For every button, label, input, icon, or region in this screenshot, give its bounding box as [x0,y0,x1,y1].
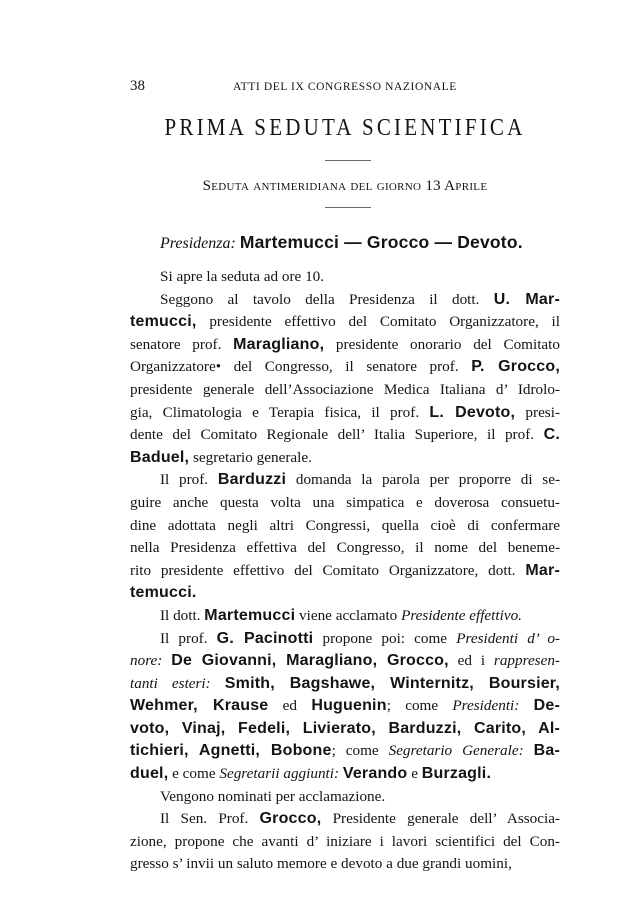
text-run: Il Sen. Prof. [160,810,260,828]
running-header [130,78,560,95]
italic-text: tanti esteri: [130,674,211,692]
text-run: Il prof. [160,629,217,647]
text-line [130,311,560,334]
text-run: Si apre la seduta ad ore 10. [160,268,325,285]
name-bold: duel, [130,765,169,783]
name-bold: L. Devoto, [429,403,516,421]
text-run: Il prof. [160,471,218,489]
text-line [130,266,560,289]
text-line [130,650,560,673]
name-bold: Maragliano, [233,335,325,353]
presidency-names: Martemucci — Grocco — Devoto. [239,232,523,252]
name-bold: U. Mar- [493,290,560,308]
text-run: e [407,765,422,783]
session-subtitle: Seduta antimeridiana del giorno 13 Aprile [202,178,488,194]
presidency-label: Presidenza: [160,235,236,252]
text-line [130,289,560,312]
text-run [519,697,533,714]
name-bold: Huguenin [311,697,387,715]
text-line [130,447,560,470]
text-line [130,537,560,560]
text-run [162,652,171,669]
text-line [130,605,560,628]
name-bold: Mar- [525,561,560,579]
text-run: presidente onorario del Comitato [324,335,560,353]
text-run: Organizzatore• del Congresso, il senatore prof. [130,358,472,376]
text-run: domanda la parola per proporre di se- [286,471,560,489]
italic-text: Segretarii aggiunti: [219,765,340,783]
name-bold: De Giovanni, Maragliano, Grocco, [171,652,449,670]
text-line [130,424,560,447]
text-line [130,740,560,763]
name-bold: Grocco, [259,810,322,828]
name-bold: Barduzzi [217,471,287,489]
text-line [130,334,560,357]
italic-text: Presidenti d’ o- [456,629,560,647]
text-run: presi- [515,403,560,421]
text-line [130,718,560,741]
text-line [130,673,560,696]
name-bold: voto, Vinaj, Fedeli, Livierato, Barduzzi, Carito, Al- [130,719,560,737]
running-title: ATTI DEL IX CONGRESSO NAZIONALE [233,81,457,93]
text-line [130,402,560,425]
italic-text: rappresen- [493,652,560,670]
name-bold: Martemucci [204,606,296,624]
text-line [130,808,560,831]
text-run: e come [168,765,220,783]
text-run: gresso s’ invii un saluto memore e devoto a due grandi uomini, [130,855,512,873]
text-line [130,515,560,538]
text-line [130,853,560,876]
italic-text: Segretario Generale: [388,742,524,760]
text-run: gia, Climatologia e Terapia fisica, il prof. [130,403,430,421]
text-run: nella Presidenza effettiva del Congresso, il nome del beneme- [130,539,560,557]
text-line [130,582,560,605]
text-line [130,356,560,379]
text-run: segretario generale. [189,448,312,466]
text-line [130,763,560,786]
text-run: senatore prof. [130,335,234,353]
name-bold: De- [533,697,560,715]
text-run: Presidente generale dell’ Associa- [321,810,560,828]
name-bold: Ba- [533,742,561,760]
name-bold: P. Grocco, [471,358,560,376]
text-run: zione, propone che avanti d’ iniziare i lavori scientifici del Con- [130,832,560,850]
text-line [130,628,560,651]
name-bold: temucci, [130,313,197,331]
name-bold: tichieri, Agnetti, Bobone [130,742,332,760]
text-run: Seggono al tavolo della Presidenza il dott. [160,290,494,308]
name-bold: temucci. [130,584,197,602]
name-bold: Wehmer, Krause [130,697,269,715]
text-run: Vengono nominati per acclamazione. [160,787,386,805]
text-run [524,742,534,759]
text-run: presidente effettivo del Comitato Organizzatore, il [196,313,560,331]
text-run: Il dott. [160,606,205,624]
text-run: ; come [331,742,389,760]
text-run: dente del Comitato Regionale dell’ Italia Superiore, il prof. [130,426,544,444]
text-line [130,695,560,718]
text-run: propone poi: come [313,629,457,647]
text-line [130,469,560,492]
text-run: presidente generale dell’Associazione Medica Italiana d’ Idrolo- [130,380,560,398]
name-bold: Burzagli. [421,765,492,783]
name-bold: G. Pacinotti [216,629,314,647]
text-run: viene acclamato [295,606,402,624]
name-bold: Smith, Bagshawe, Winternitz, Boursier, [224,674,560,692]
body-text [130,266,560,876]
text-line [130,786,560,809]
text-run: rito presidente effettivo del Comitato Organizzatore, dott. [130,561,526,579]
text-line [130,560,560,583]
text-run: ; come [386,697,453,715]
section-title: PRIMA SEDUTA SCIENTIFICA [164,113,526,141]
text-run [211,675,225,692]
text-line [130,831,560,854]
text-run: ed i [448,652,494,670]
italic-text: Presidente effettivo. [401,606,522,624]
text-line [130,492,560,515]
name-bold: Verando [342,765,408,783]
name-bold: Baduel, [130,448,190,466]
page-number: 38 [130,78,145,94]
text-run: dine adottata negli altri Congressi, quella cioè di confermare [130,516,560,534]
title-divider-top [325,160,371,161]
text-run: guire anche questa volta una simpatica e doverosa consuetu- [130,493,560,511]
name-bold: C. [543,426,560,444]
title-divider-bottom [325,207,371,208]
italic-text: nore: [130,652,163,670]
text-run: ed [268,697,312,715]
presidency-line [160,232,560,253]
text-line [130,379,560,402]
italic-text: Presidenti: [452,697,520,715]
